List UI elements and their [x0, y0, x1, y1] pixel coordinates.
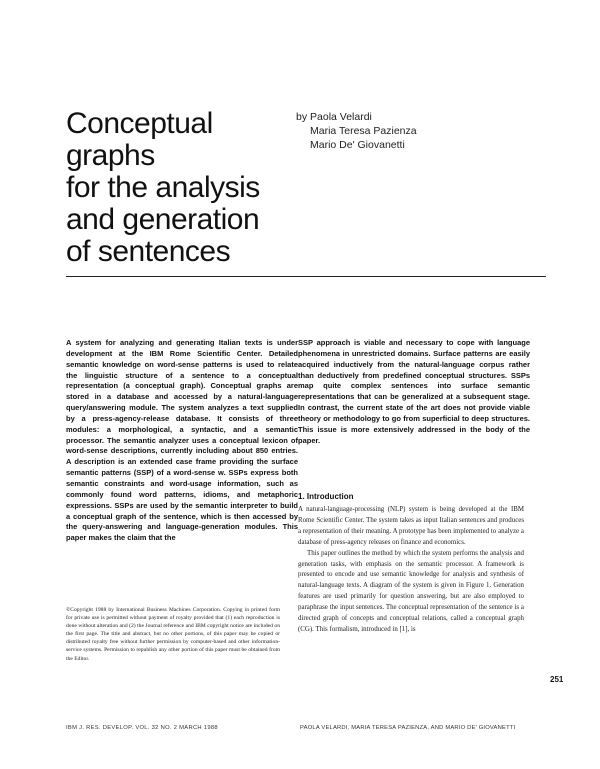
authors-footer: PAOLA VELARDI, MARIA TERESA PAZIENZA, AND MARIO DE' GIOVANETTI	[300, 725, 516, 731]
title-line: of sentences	[66, 235, 231, 268]
introduction-paragraph: A natural-language-processing (NLP) system is being developed at the IBM Rome Scientific Center. The system takes as input Italian sentences and produces a representation of their meaning. A prototype has been implemented to analyze a database of press-agency releases on finance and economics.	[298, 506, 524, 546]
author-name: Paola Velardi	[310, 111, 372, 123]
author-prefix: by	[296, 111, 308, 123]
introduction-paragraph: This paper outlines the method by which the system performs the analysis and generation tasks, with emphasis on the semantic processor. A framework is presented to encode and use semantic knowledge for analysis and synthesis of natural-language texts. A diagram of the system is given in Figure 1. Generation features are used primarily for question answering, but are also employed to paraphrase the input sentences. The conceptual representation of the sentence is a directed graph of concepts and conceptual relations, called a conceptual graph (CG). This formalism, introduced in [1], is	[298, 549, 524, 633]
title-line: and generation	[66, 203, 260, 236]
author-first-line	[296, 110, 417, 124]
introduction-body	[298, 505, 524, 636]
abstract-right-column: SSP approach is viable and necessary to cope with language phenomena in unrestricted domains. Surface patterns are easily acquired inductively from the natural-language corpus rather than deductively from predefined conceptual structures. SSPs map quite complex sentences into surface semantic representations that can be generalized at a subsequent stage. In contrast, the current state of the art does not provide viable theory or methodology to go from superficial to deep structures. This issue is more extensively addressed in the body of the paper.	[298, 338, 530, 445]
copyright-notice: ©Copyright 1988 by International Business Machines Corporation. Copying in printed form for private use is permitted without payment of royalty provided that (1) each reproduction is done without alteration and (2) the Journal reference and IBM copyright notice are included on the first page. The title and abstract, but no other portions, of this paper may be copied or distributed royalty free without further permission by computer-based and other information-service systems. Permission to republish any other portion of this paper must be obtained from the Editor.	[66, 607, 280, 662]
abstract-left-column: A system for analyzing and generating Italian texts is under development at the IBM Rome Scientific Center. Detailed semantic knowledge on word-sense patterns is used to relate the linguistic structure of a sentence to a conceptual representation (a conceptual graph). Conceptual graphs are stored in a database and accessed by a natural-language query/answering module. The system analyzes a text supplied by a press-agency-release database. It consists of three modules: a morphological, a syntactic, and a semantic processor. The semantic analyzer uses a conceptual lexicon of word-sense descriptions, currently including about 850 entries. A description is an extended case frame providing the surface semantic patterns (SSP) of a word-sense w. SSPs express both semantic constraints and word-usage information, such as commonly found word patterns, idioms, and metaphoric expressions. SSPs are used by the semantic interpreter to build a conceptual graph of the sentence, which is then accessed by the query-answering and language-generation modules. This paper makes the claim that the	[66, 338, 298, 543]
title-divider	[66, 276, 546, 277]
page-number: 251	[550, 675, 564, 684]
author-name: Maria Teresa Pazienza	[310, 125, 417, 137]
journal-footer: IBM J. RES. DEVELOP. VOL. 32 NO. 2 MARCH 1988	[66, 725, 218, 731]
author-name: Mario De' Giovanetti	[310, 139, 405, 151]
introduction-heading: 1. Introduction	[298, 492, 354, 501]
title-line: graphs	[66, 139, 155, 172]
title-line: Conceptual	[66, 107, 213, 140]
paper-title	[66, 108, 296, 268]
title-line: for the analysis	[66, 171, 260, 204]
author-list	[296, 110, 417, 152]
